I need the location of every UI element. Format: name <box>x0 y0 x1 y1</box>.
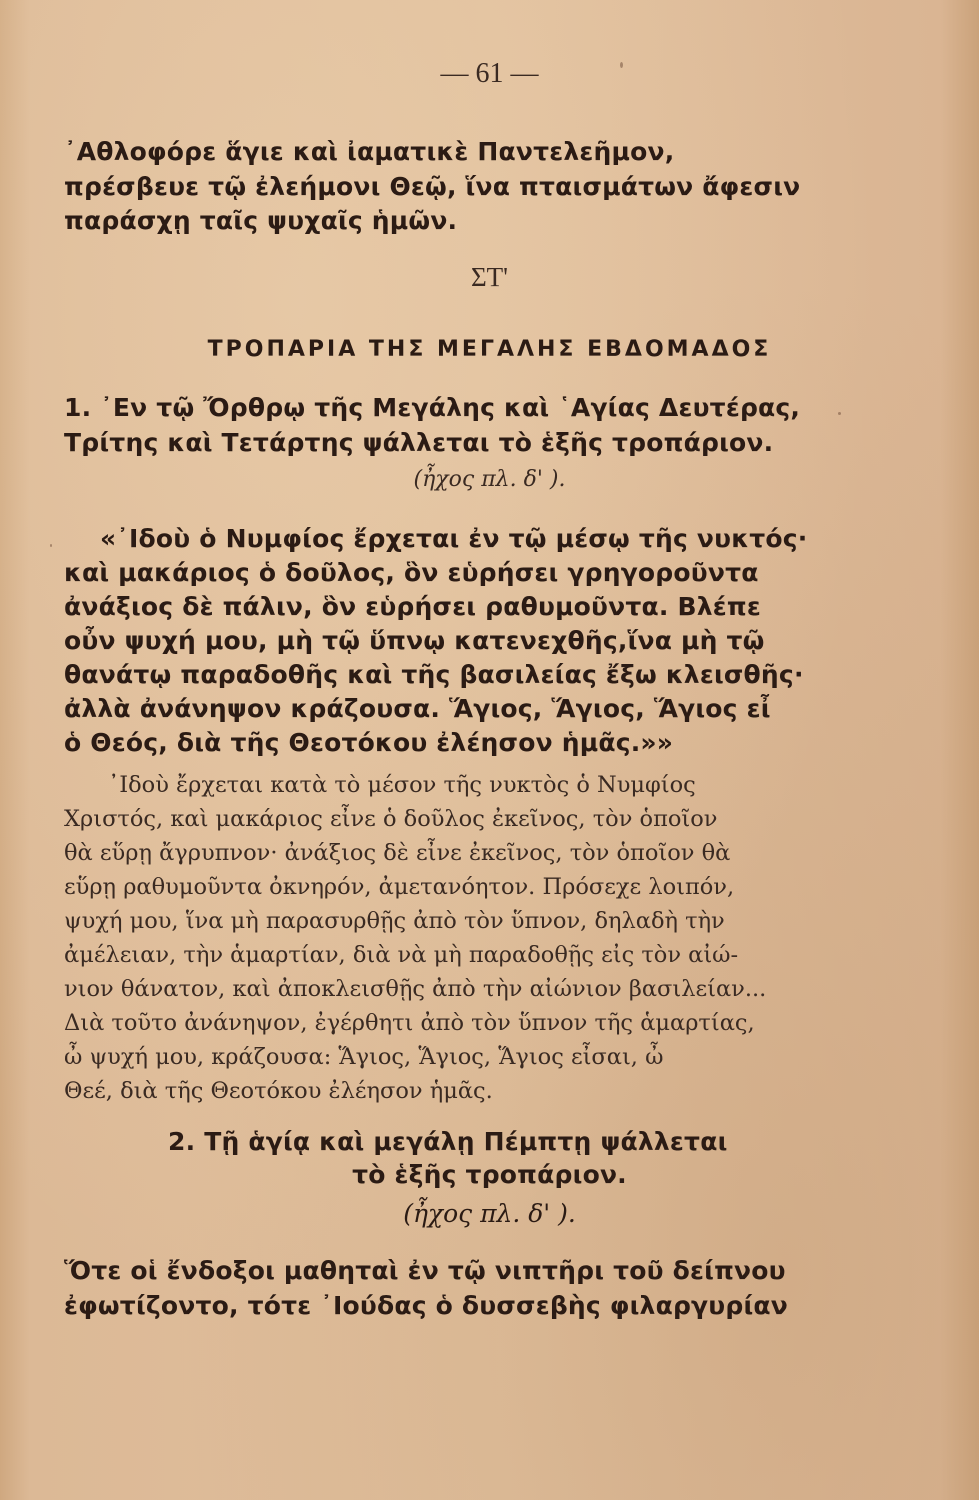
item-intro-line: Τρίτης καὶ Τετάρτης ψάλλεται τὸ ἑξῆς τροπάριον. <box>64 428 774 457</box>
section-mark: ΣΤ' <box>470 262 509 292</box>
text-line: ᾿Αθλοφόρε ἅγιε καὶ ἰαματικὲ Παντελεῆμον, <box>64 137 675 166</box>
hymn-line: θανάτῳ παραδοθῆς καὶ τῆς βασιλείας ἔξω κλεισθῆς· <box>64 660 804 689</box>
hymn-line: ἐφωτίζοντο, τότε ᾿Ιούδας ὁ δυσσεβὴς φιλαργυρίαν <box>64 1291 788 1320</box>
tone-indicator: (ἦχος πλ. δ' ). <box>403 1199 576 1228</box>
paraphrase-line: νιον θάνατον, καὶ ἀποκλεισθῇς ἀπὸ τὴν αἰώνιον βασιλείαν... <box>64 976 767 1002</box>
paraphrase-line: ἀμέλειαν, τὴν ἁμαρτίαν, διὰ νὰ μὴ παραδοθῇς εἰς τὸν αἰώ- <box>64 942 739 968</box>
section-heading: ΤΡΟΠΑΡΙΑ ΤΗΣ ΜΕΓΑΛΗΣ ΕΒΔΟΜΑΔΟΣ <box>207 337 772 362</box>
paraphrase-line: Χριστός, καὶ μακάριος εἶνε ὁ δοῦλος ἐκεῖνος, τὸν ὁποῖον <box>64 806 718 832</box>
paraphrase-line: ψυχή μου, ἵνα μὴ παρασυρθῇς ἀπὸ τὸν ὕπνον, δηλαδὴ τὴν <box>64 908 725 934</box>
hymn-line: ὁ Θεός, διὰ τῆς Θεοτόκου ἐλέησον ἡμᾶς.»» <box>64 728 674 757</box>
tone-indicator: (ἦχος πλ. δ' ). <box>413 467 566 492</box>
hymn-line: ἀλλὰ ἀνάνηψον κράζουσα. Ἅγιος, Ἅγιος, Ἅγιος εἶ <box>64 694 771 723</box>
hymn-line: Ὅτε οἱ ἔνδοξοι μαθηταὶ ἐν τῷ νιπτῆρι τοῦ δείπνου <box>64 1256 786 1285</box>
paper-speck <box>620 62 623 68</box>
item-intro-line: 2. Τῇ ἁγίᾳ καὶ μεγάλῃ Πέμπτῃ ψάλλεται <box>168 1127 728 1156</box>
paraphrase-line: ᾿Ιδοὺ ἔρχεται κατὰ τὸ μέσον τῆς νυκτὸς ὁ Νυμφίος <box>108 772 696 798</box>
paraphrase-line: Διὰ τοῦτο ἀνάνηψον, ἐγέρθητι ἀπὸ τὸν ὕπνον τῆς ἁμαρτίας, <box>64 1010 755 1036</box>
paraphrase-line: ὦ ψυχή μου, κράζουσα: Ἅγιος, Ἅγιος, Ἅγιος εἶσαι, ὦ <box>64 1044 664 1070</box>
text-line: παράσχῃ ταῖς ψυχαῖς ἡμῶν. <box>64 206 458 235</box>
hymn-line: καὶ μακάριος ὁ δοῦλος, ὃν εὑρήσει γρηγοροῦντα <box>64 558 759 587</box>
text-line: πρέσβευε τῷ ἐλεήμονι Θεῷ, ἵνα πταισμάτων ἄφεσιν <box>64 172 801 201</box>
paper-speck <box>50 544 52 547</box>
hymn-line: «᾿Ιδοὺ ὁ Νυμφίος ἔρχεται ἐν τῷ μέσῳ τῆς νυκτός· <box>100 524 808 553</box>
paper-speck <box>838 412 841 415</box>
item-intro-line: 1. ᾿Εν τῷ Ὄρθρῳ τῆς Μεγάλης καὶ ῾Αγίας Δευτέρας, <box>64 393 801 422</box>
item-intro-line: τὸ ἑξῆς τροπάριον. <box>352 1160 627 1189</box>
hymn-line: ἀνάξιος δὲ πάλιν, ὃν εὑρήσει ραθυμοῦντα. Βλέπε <box>64 592 761 621</box>
paraphrase-line: εὕρῃ ραθυμοῦντα ὀκνηρόν, ἀμετανόητον. Πρόσεχε λοιπόν, <box>64 874 735 900</box>
page-number: — 61 — <box>440 58 539 89</box>
paraphrase-line: θὰ εὕρῃ ἄγρυπνον· ἀνάξιος δὲ εἶνε ἐκεῖνος, τὸν ὁποῖον θὰ <box>64 840 731 866</box>
hymn-line: οὖν ψυχή μου, μὴ τῷ ὕπνῳ κατενεχθῆς,ἵνα μὴ τῷ <box>64 626 765 655</box>
paraphrase-line: Θεέ, διὰ τῆς Θεοτόκου ἐλέησον ἡμᾶς. <box>64 1078 493 1104</box>
